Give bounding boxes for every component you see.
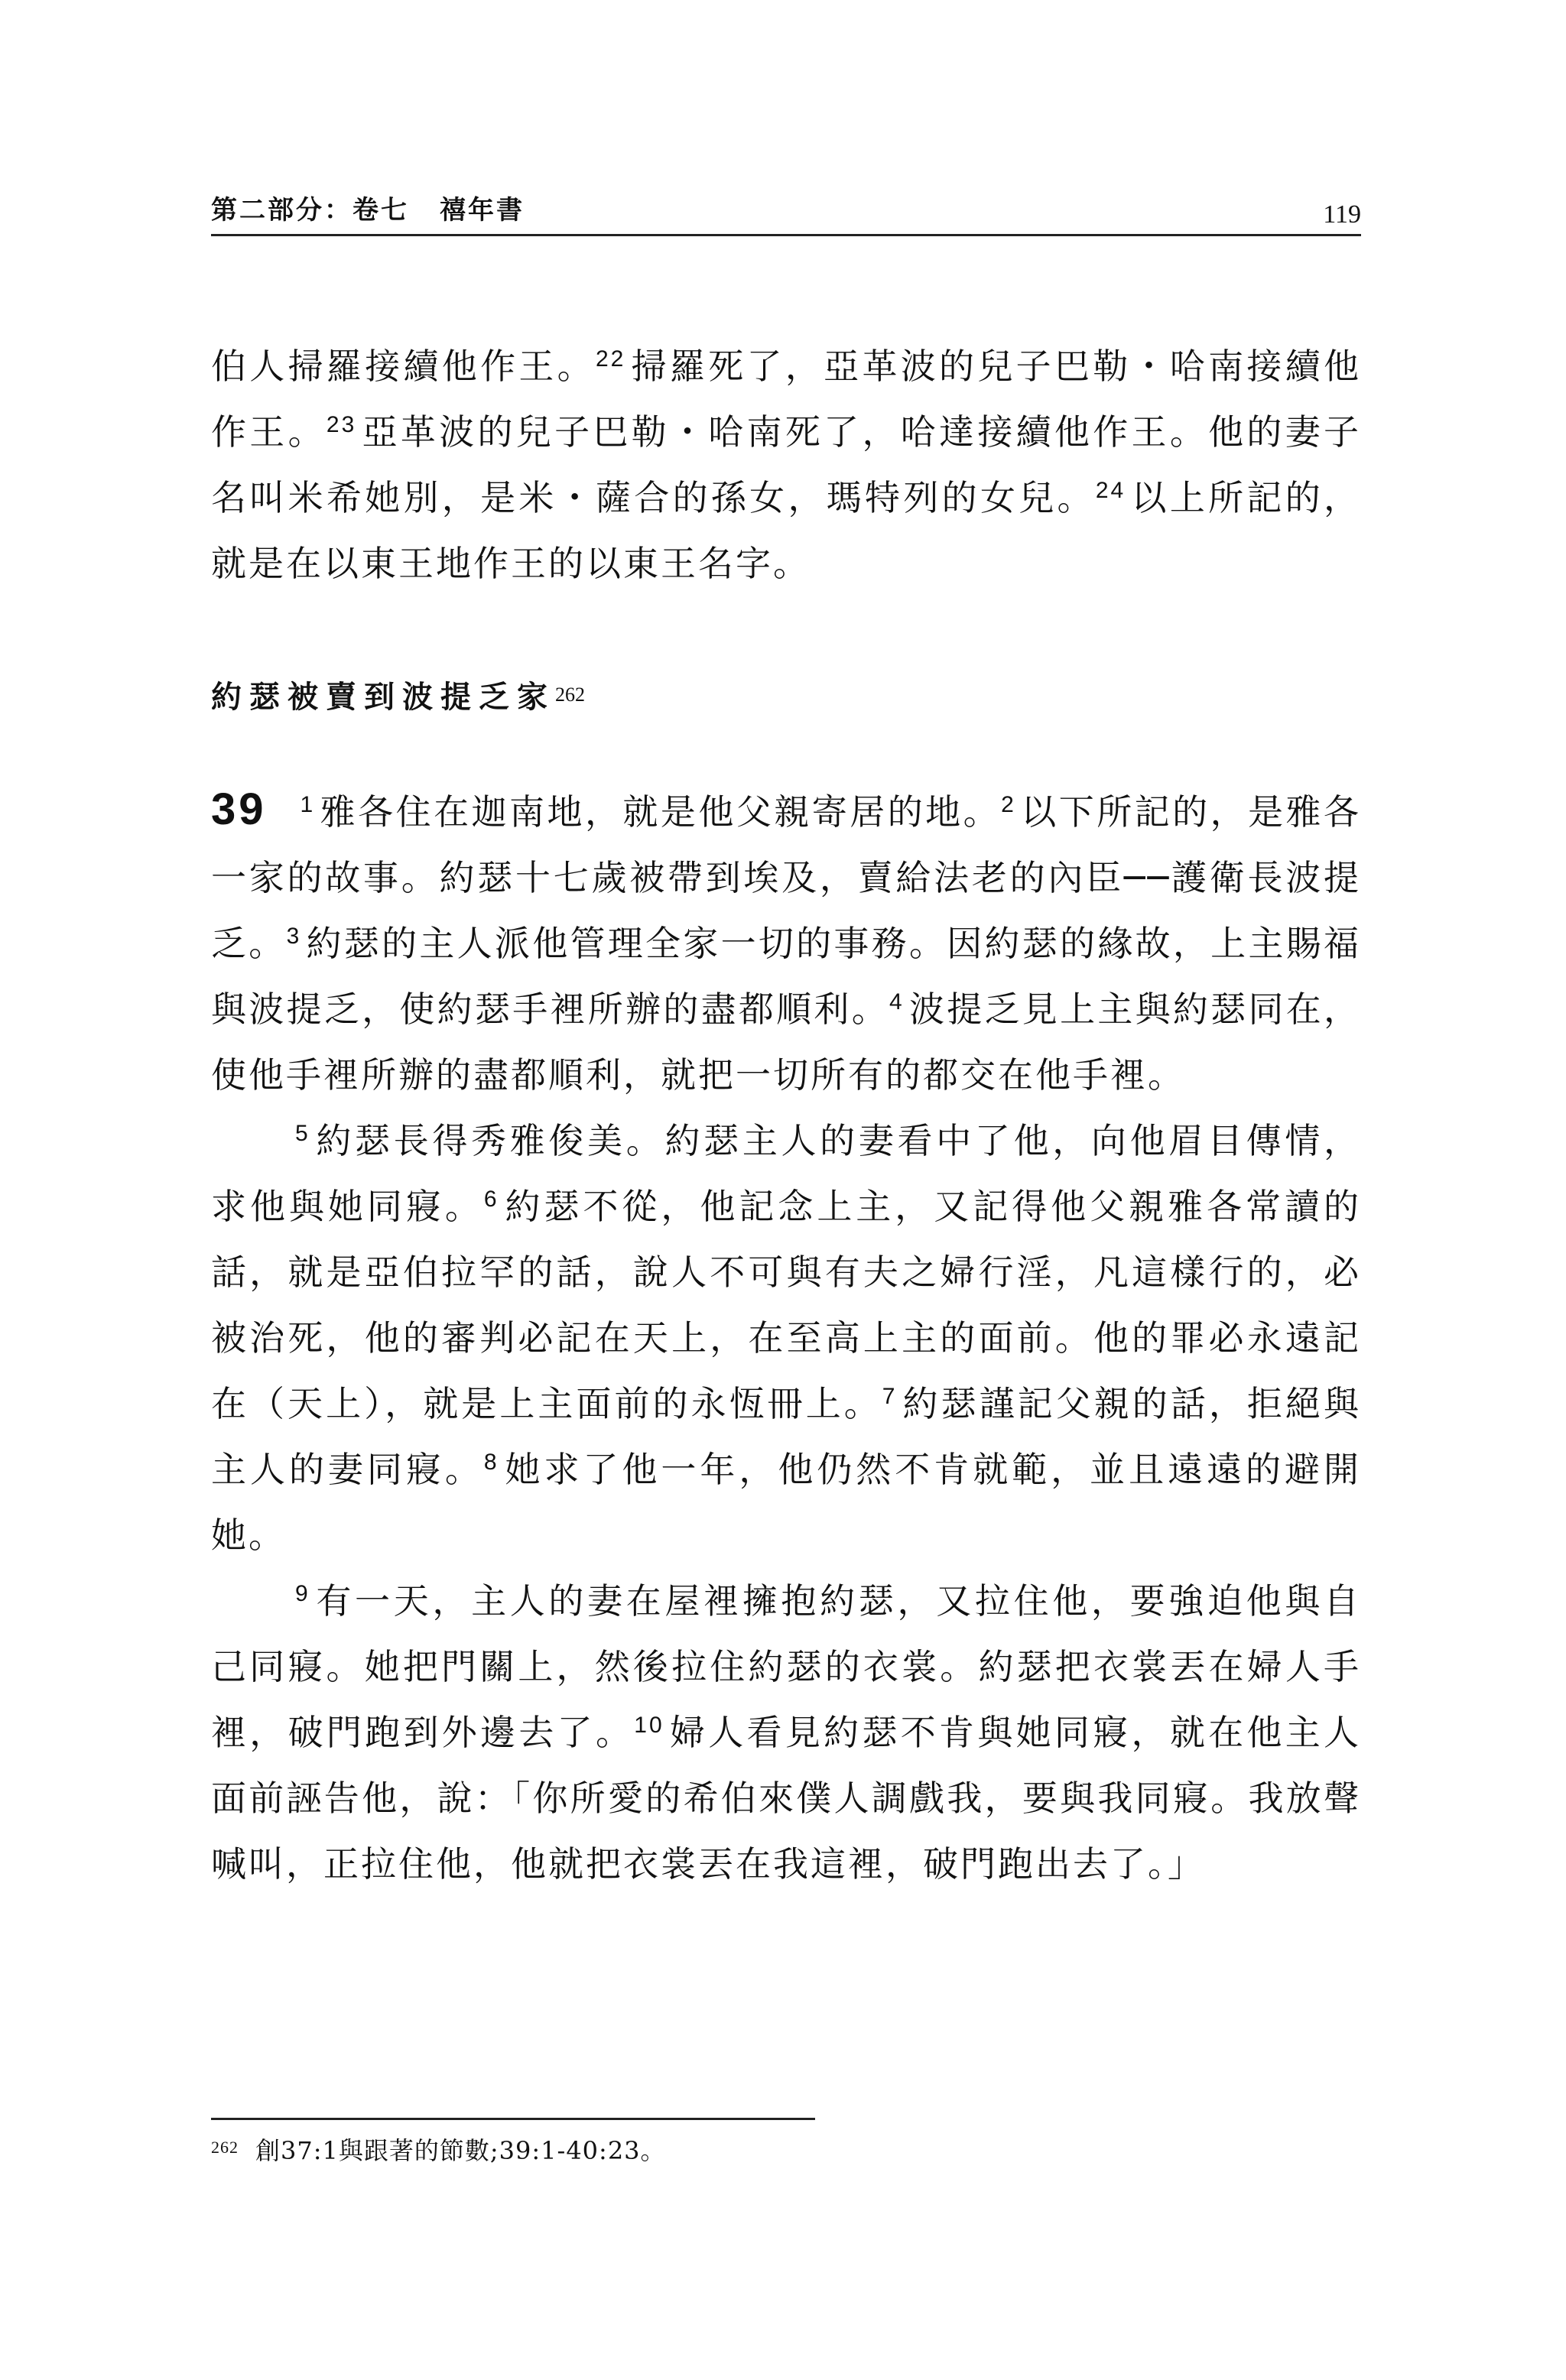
verse-text: 亞革波的兒子巴勒・哈南死了，哈達接續他作王。他的妻子名叫米希她別，是米・薩合的孫女，瑪特列的女兒。 bbox=[211, 411, 1362, 518]
section-title-text: 約瑟被賣到波提乏家 bbox=[211, 680, 555, 715]
verse-number: 23 bbox=[326, 412, 357, 437]
verse-number: 3 bbox=[286, 924, 302, 949]
verse-text: 以下所記的，是雅各一家的故事。約瑟十七歲被帶到埃及，賣給法老的內臣──護衛長波提乏。 bbox=[211, 791, 1362, 964]
paragraph bbox=[211, 1568, 1361, 1897]
verse-number: 4 bbox=[889, 989, 905, 1015]
chapter-number: 39 bbox=[211, 784, 267, 834]
footnote-text: 創37:1與跟著的節數;39:1-40:23。 bbox=[255, 2136, 666, 2165]
top-paragraph-block bbox=[211, 333, 1361, 596]
paragraph bbox=[211, 333, 1361, 596]
verse-number: 6 bbox=[483, 1187, 499, 1212]
section-title bbox=[211, 673, 585, 716]
footnote-mark: 262 bbox=[211, 2138, 239, 2157]
verse-number: 2 bbox=[1001, 792, 1016, 817]
verse-number: 5 bbox=[295, 1121, 310, 1146]
verse-text: 掃羅死了，亞革波的兒子巴勒・哈南接續他作王。 bbox=[211, 346, 1362, 453]
paragraph bbox=[211, 777, 1361, 1108]
verse-number: 8 bbox=[483, 1450, 499, 1475]
footnote-reference: 262 bbox=[555, 683, 585, 706]
verse-text: 她求了他一年，他仍然不肯就範，並且遠遠的避開她。 bbox=[211, 1449, 1362, 1556]
verse-number: 24 bbox=[1095, 478, 1126, 503]
verse-text: 伯人掃羅接續他作王。 bbox=[211, 346, 596, 387]
footnote bbox=[211, 2132, 666, 2167]
chapter-block bbox=[211, 777, 1361, 1897]
verse-text: 有一天，主人的妻在屋裡擁抱約瑟，又拉住他，要強迫他與自己同寢。她把門關上，然後拉住約瑟的衣裳。約瑟把衣裳丟在婦人手裡，破門跑到外邊去了。 bbox=[211, 1580, 1361, 1753]
page-number: 119 bbox=[1323, 200, 1361, 229]
verse-text: 約瑟謹記父親的話，拒絕與主人的妻同寢。 bbox=[211, 1383, 1362, 1490]
verse-number: 1 bbox=[300, 792, 316, 817]
footnote-divider bbox=[211, 2118, 815, 2120]
verse-number: 10 bbox=[634, 1713, 664, 1738]
verse-number: 7 bbox=[882, 1384, 898, 1409]
verse-text: 雅各住在迦南地，就是他父親寄居的地。 bbox=[320, 791, 1002, 833]
verse-text: 以上所記的，就是在以東王地作王的以東王名字。 bbox=[211, 477, 1362, 584]
verse-text: 約瑟的主人派他管理全家一切的事務。因約瑟的緣故，上主賜福與波提乏，使約瑟手裡所辦的盡都順利。 bbox=[211, 923, 1362, 1030]
verse-text: 波提乏見上主與約瑟同在，使他手裡所辦的盡都順利，就把一切所有的都交在他手裡。 bbox=[211, 989, 1362, 1096]
section-heading bbox=[211, 189, 525, 226]
running-header bbox=[211, 187, 1361, 236]
verse-text: 婦人看見約瑟不肯與她同寢，就在他主人面前誣告他，說：「你所愛的希伯來僕人調戲我，要與我同寢。我放聲喊叫，正拉住他，他就把衣裳丟在我這裡，破門跑出去了。」 bbox=[211, 1712, 1362, 1885]
verse-number: 22 bbox=[595, 346, 626, 372]
verse-number: 9 bbox=[295, 1581, 310, 1606]
paragraph bbox=[211, 1108, 1361, 1568]
verse-text: 約瑟不從，他記念上主，又記得他父親雅各常讀的話，就是亞伯拉罕的話，說人不可與有夫之婦行淫，凡這樣行的，必被治死，他的審判必記在天上，在至高上主的面前。他的罪必永遠記在（天上），就是上主面前的永恆冊上。 bbox=[211, 1186, 1362, 1424]
book-title: 禧年書 bbox=[440, 195, 525, 226]
part-label: 第二部分：卷七 bbox=[211, 195, 409, 226]
verse-text: 約瑟長得秀雅俊美。約瑟主人的妻看中了他，向他眉目傳情，求他與她同寢。 bbox=[211, 1120, 1361, 1227]
